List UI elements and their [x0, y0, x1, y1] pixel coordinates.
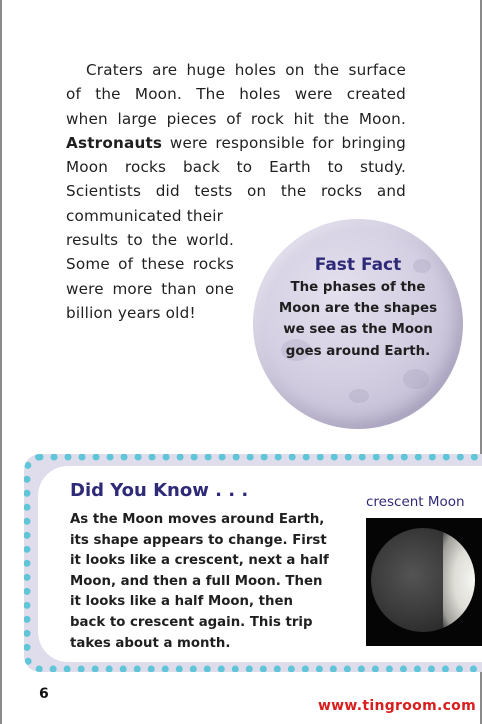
did-you-know-line: its shape appears to change. First [70, 532, 327, 548]
did-you-know-text [70, 510, 336, 654]
moon-caption: crescent Moon [366, 494, 465, 510]
paragraph-line: of the Moon. The holes were created [66, 85, 406, 104]
crescent-moon-image [366, 518, 482, 646]
fast-fact-title: Fast Fact [314, 255, 402, 275]
paragraph-line: billion years old! [66, 303, 196, 322]
crater-decoration [403, 369, 429, 389]
did-you-know-line: back to crescent again. This trip [70, 614, 313, 630]
watermark-link[interactable]: www.tingroom.com [317, 698, 476, 714]
paragraph-line-rest: were responsible for bringing [169, 133, 407, 152]
moon-disc [371, 528, 475, 632]
did-you-know-title: Did You Know . . . [70, 480, 249, 501]
paragraph-line: Moon rocks back to Earth to study. [66, 158, 406, 177]
did-you-know-line: Moon, and then a full Moon. Then [70, 573, 323, 589]
paragraph-line: when large pieces of rock hit the Moon. [66, 109, 406, 128]
did-you-know-line: it looks like a half Moon, then [70, 594, 293, 610]
fast-fact-bubble [253, 219, 463, 429]
did-you-know-line: As the Moon moves around Earth, [70, 512, 325, 527]
moon-lit-crescent [443, 528, 475, 632]
paragraph-line: were more than one [66, 279, 234, 298]
fast-fact-line: goes around Earth. [285, 343, 431, 359]
fast-fact-line: Moon are the shapes [278, 301, 438, 317]
did-you-know-line: it looks like a crescent, next a half [70, 553, 329, 569]
crater-decoration [349, 389, 369, 403]
paragraph-line: Some of these rocks [66, 255, 234, 274]
paragraph-line [66, 131, 406, 155]
paragraph-line: Craters are huge holes on the surface [86, 61, 406, 79]
paragraph-line: communicated their [66, 206, 224, 225]
fast-fact-text [271, 277, 445, 362]
page-number: 6 [39, 686, 49, 702]
paragraph-line: Scientists did tests on the rocks and [66, 182, 406, 201]
paragraph-line: results to the world. [66, 231, 234, 250]
page-edge-left [0, 0, 2, 724]
did-you-know-line: takes about a month. [70, 635, 231, 651]
astronauts-term: Astronauts [66, 133, 163, 152]
fast-fact-line: The phases of the [290, 280, 426, 295]
fast-fact-line: we see as the Moon [283, 322, 433, 338]
